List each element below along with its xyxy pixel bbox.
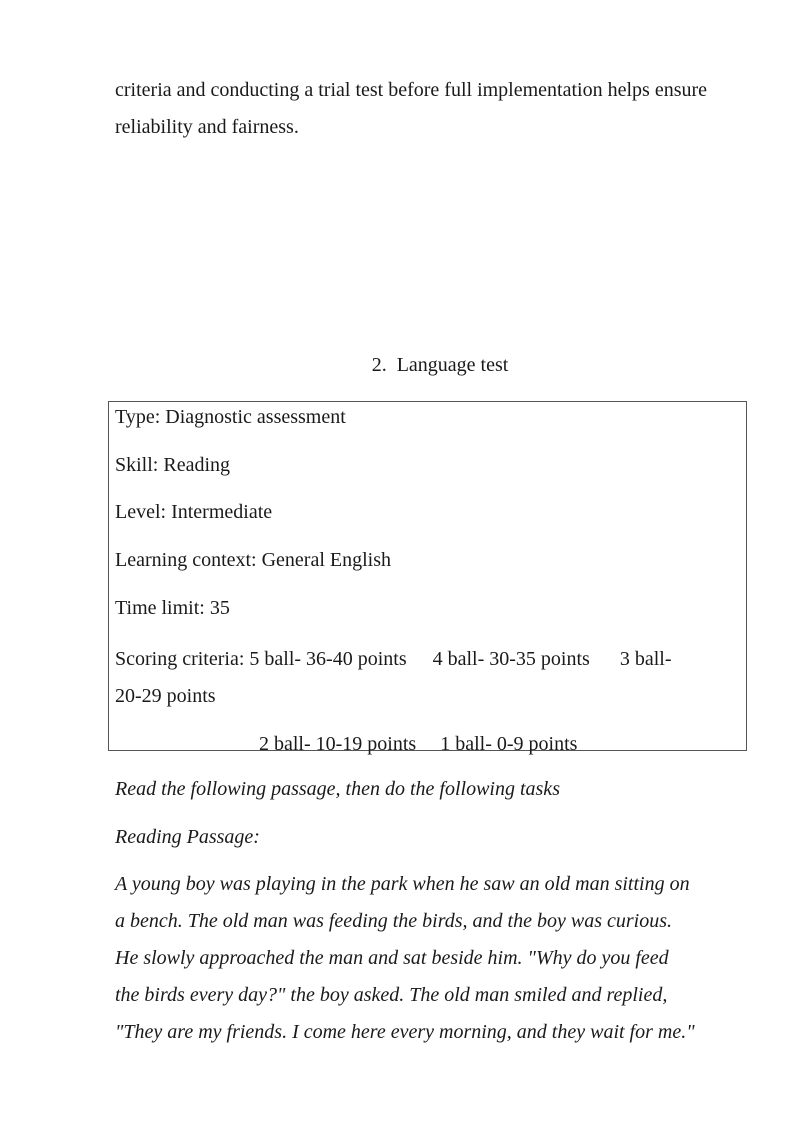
test-level: Level: Intermediate xyxy=(115,501,273,523)
passage-line: the birds every day?" the boy asked. The old man smiled and replied, xyxy=(115,984,668,1006)
score-3-ball-end: 20-29 points xyxy=(115,685,216,707)
score-2-ball: 2 ball- 10-19 points xyxy=(259,733,417,755)
reading-passage-label: Reading Passage: xyxy=(115,826,260,848)
task-instructions: Read the following passage, then do the following tasks xyxy=(115,778,560,800)
learning-context: Learning context: General English xyxy=(115,549,392,571)
section-heading xyxy=(0,350,800,380)
passage-line: "They are my friends. I come here every morning, and they wait for me." xyxy=(115,1021,695,1043)
score-3-ball-start: 3 ball- xyxy=(619,648,672,670)
test-info-box xyxy=(108,401,747,755)
section-title: Language test xyxy=(396,354,509,376)
test-type: Type: Diagnostic assessment xyxy=(115,406,346,428)
passage-line: a bench. The old man was feeding the birds, and the boy was curious. xyxy=(115,910,672,932)
test-skill: Skill: Reading xyxy=(115,454,230,476)
passage-line: He slowly approached the man and sat beside him. "Why do you feed xyxy=(115,947,669,969)
score-5-ball: Scoring criteria: 5 ball- 36-40 points xyxy=(115,648,407,670)
scoring-criteria xyxy=(115,641,740,755)
section-number: 2. xyxy=(371,354,387,376)
intro-line-2: reliability and fairness. xyxy=(115,116,299,138)
passage-line: A young boy was playing in the park when he saw an old man sitting on xyxy=(115,873,690,895)
reading-passage xyxy=(115,866,755,1051)
intro-line-1: criteria and conducting a trial test before full implementation helps ensure xyxy=(115,79,708,101)
intro-paragraph xyxy=(115,72,755,146)
time-limit: Time limit: 35 xyxy=(115,597,230,619)
score-1-ball: 1 ball- 0-9 points xyxy=(440,733,578,755)
score-4-ball: 4 ball- 30-35 points xyxy=(432,648,590,670)
